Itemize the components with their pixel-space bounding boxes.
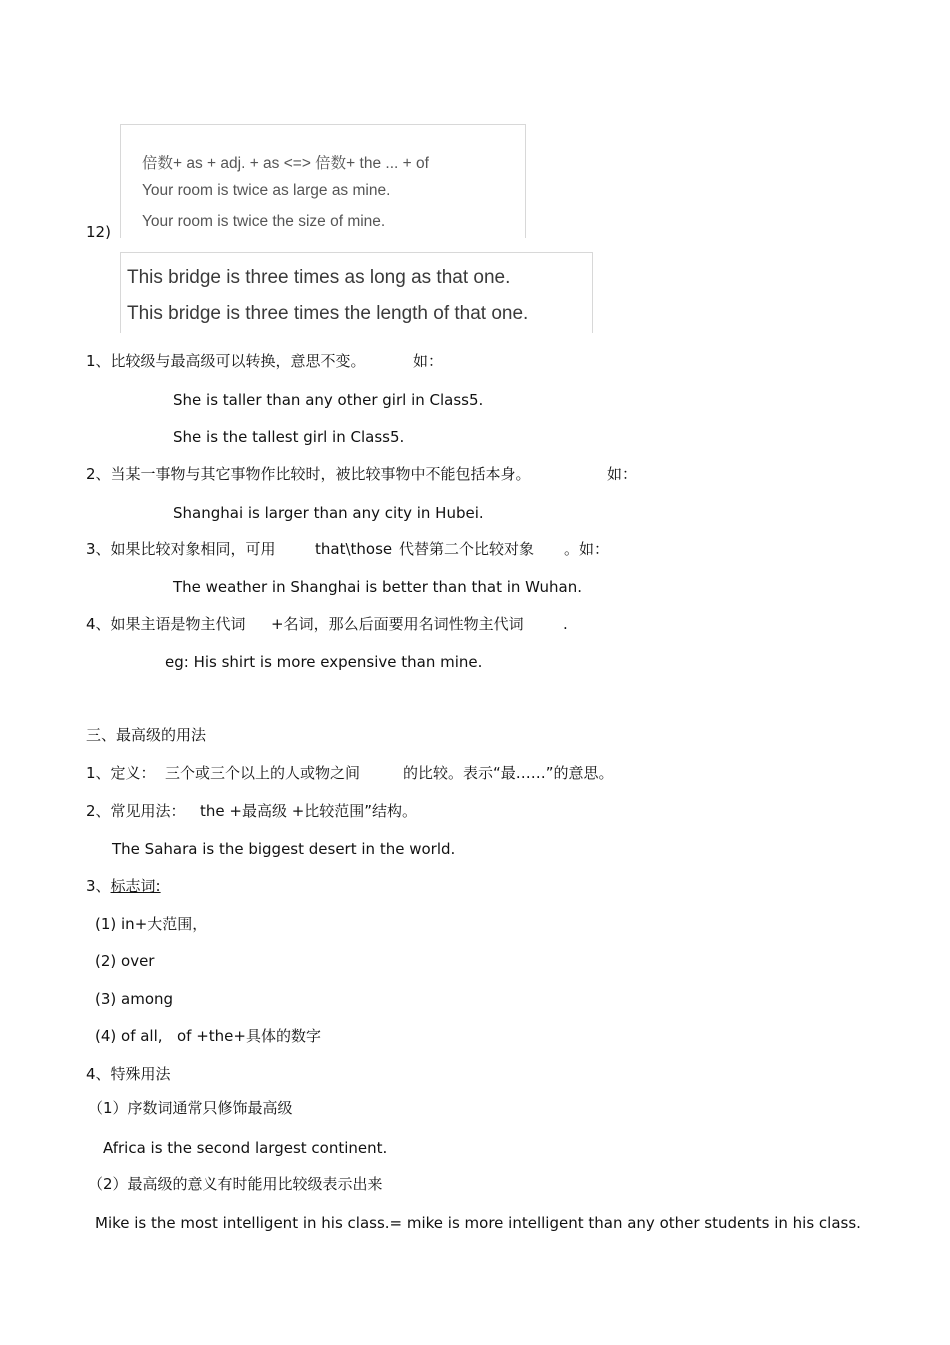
section-3-title: 三、最高级的用法 [86, 726, 207, 744]
marker-item-4a: (4) of all, [95, 1027, 163, 1045]
marker-item-3: (3) among [95, 990, 174, 1008]
definition-text-b: 的比较。表示“最……”的意思。 [403, 764, 614, 782]
usage-example: The Sahara is the biggest desert in the world. [112, 840, 456, 858]
definition-text-a: 三个或三个以上的人或物之间 [165, 764, 361, 782]
usage-text: the +最高级 +比较范围”结构。 [200, 802, 418, 820]
rule-1-example-2: She is the tallest girl in Class5. [173, 428, 405, 446]
usage-label: 2、常见用法： [86, 802, 186, 820]
rule-4-text-a: 4、如果主语是物主代词 [86, 615, 246, 633]
rule-2-example-1: Shanghai is larger than any city in Hubei. [173, 504, 484, 522]
special-usage-point-1: （1）序数词通常只修饰最高级 [88, 1099, 293, 1117]
rule-4-text-b: +名词，那么后面要用名词性物主代词 [271, 615, 524, 633]
marker-item-4b: of +the+具体的数字 [177, 1027, 321, 1045]
rule-4-text-c: . [563, 615, 568, 633]
rule-3-text-d: 。如： [564, 540, 610, 558]
rule-1-tail: 如： [413, 352, 444, 370]
rule-3-text-c: 代替第二个比较对象 [399, 540, 535, 558]
rule-1-example-1: She is taller than any other girl in Class5. [173, 391, 484, 409]
example-line: Your room is twice as large as mine. [142, 182, 391, 199]
rule-4-example-1: eg: His shirt is more expensive than mine. [165, 653, 483, 671]
formula-line: 倍数+ as + adj. + as <=> 倍数+ the ... + of [142, 155, 429, 172]
item-number: 12) [86, 223, 111, 241]
special-usage-example-2: Mike is the most intelligent in his class.= mike is more intelligent than any other students in his class. [95, 1214, 861, 1232]
marker-item-2: (2) over [95, 952, 155, 970]
rule-2-text: 2、当某一事物与其它事物作比较时，被比较事物中不能包括本身。 [86, 465, 531, 483]
example-line: Your room is twice the size of mine. [142, 213, 386, 230]
marker-words-number: 3、 [86, 877, 111, 895]
rule-1-text: 1、比较级与最高级可以转换，意思不变。 [86, 352, 366, 370]
special-usage-example-1: Africa is the second largest continent. [103, 1139, 388, 1157]
rule-3-example-1: The weather in Shanghai is better than that in Wuhan. [173, 578, 582, 596]
marker-words-label [86, 876, 161, 896]
rule-3-text-b: that\those [315, 540, 393, 558]
example-line: This bridge is three times the length of that one. [127, 303, 529, 324]
marker-words-title: 标志词: [110, 877, 161, 895]
example-image-box-2 [120, 252, 593, 333]
rule-2-tail: 如： [607, 465, 638, 483]
marker-item-1: (1) in+大范围， [95, 915, 208, 933]
example-line: This bridge is three times as long as that one. [127, 267, 511, 288]
example-image-box-1 [120, 124, 526, 238]
special-usage-title: 4、特殊用法 [86, 1065, 171, 1083]
special-usage-point-2: （2）最高级的意义有时能用比较级表示出来 [88, 1175, 383, 1193]
definition-label: 1、定义： [86, 764, 156, 782]
rule-3-text-a: 3、如果比较对象相同，可用 [86, 540, 276, 558]
